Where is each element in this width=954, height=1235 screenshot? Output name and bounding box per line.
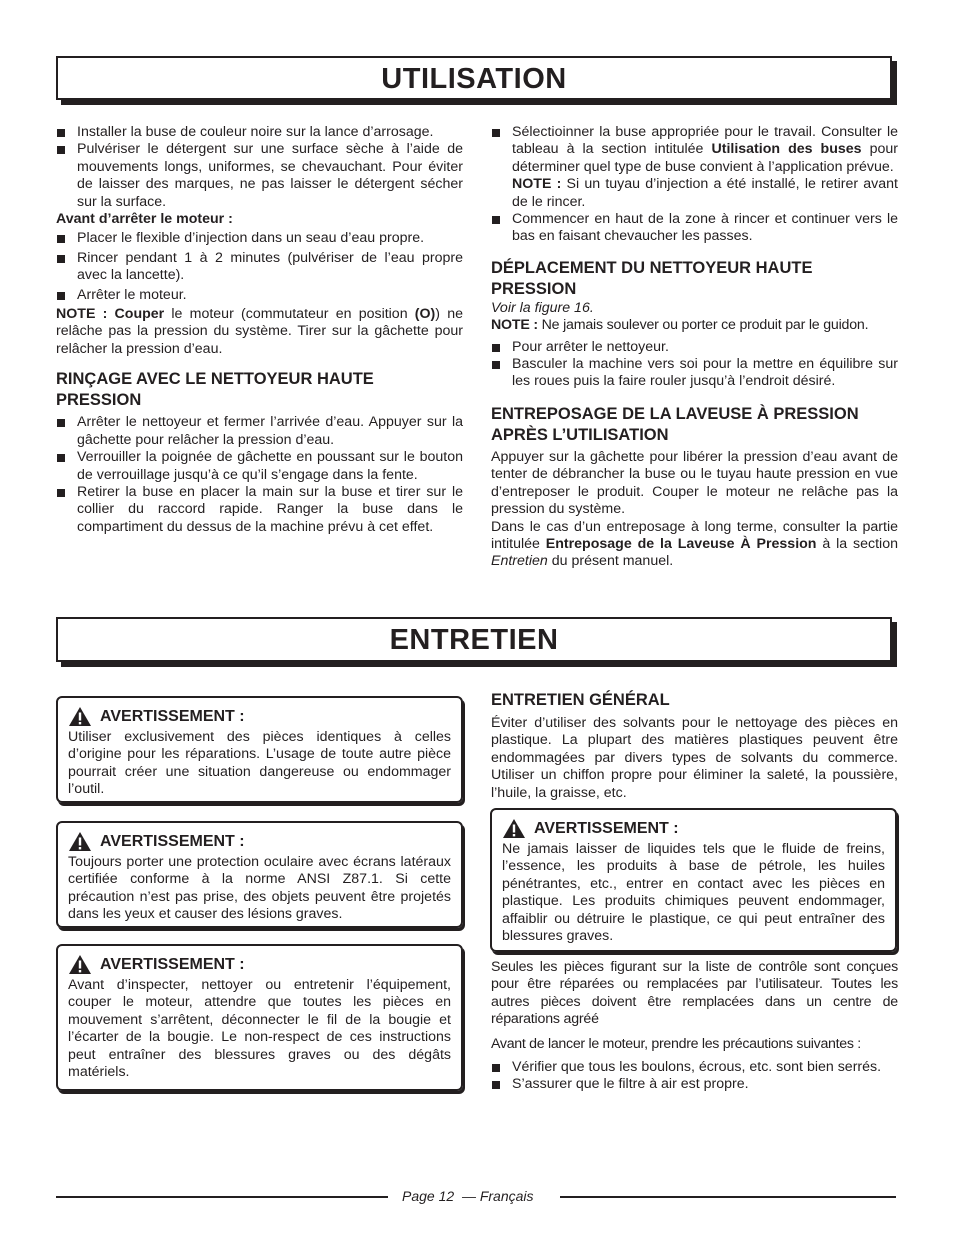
warning-label: AVERTISSEMENT : [100,707,245,725]
page-footer [56,1187,896,1207]
storage-text: à la section [816,535,898,552]
list-item: Arrêter le nettoyeur et fermer l’arrivée d’eau. Appuyer sur la gâchette pour relâcher la pression d’eau. [56,414,463,449]
footer-rule-left [56,1196,388,1198]
move-steps [491,339,898,391]
general-paragraph: Éviter d’utiliser des solvants pour le nettoyage des pièces en plastique. La plupart des matières plastiques peuvent être endommagées par divers types de solvants du commerce. Utiliser un chiffon propre pour éliminer la saleté, la poussière, l’huile, la graisse, etc. [491,715,898,801]
list-item: S’assurer que le filtre à air est propre. [491,1076,898,1093]
list-item: Installer la buse de couleur noire sur la lance d’arrosage. [56,124,463,141]
nozzle-section-ref: Utilisation des buses [711,141,862,158]
storage-text: du présent manuel. [547,553,674,570]
nozzle-steps [491,124,898,246]
note-text: le moteur (commutateur en position [164,306,415,323]
utilisation-right-column [491,124,898,571]
pre-start-checks [491,1059,898,1094]
note-label: NOTE : [491,317,538,334]
before-stop-steps [56,230,463,304]
note-text: Ne jamais soulever ou porter ce produit par le guidon. [537,317,869,334]
page-number: Page 12 [402,1188,455,1204]
warning-triangle-icon [68,954,92,975]
warning-label: AVERTISSEMENT : [534,819,679,837]
list-item: Verrouiller la poignée de gâchette en poussant sur le bouton de verrouillage jusqu’à ce qu’il s’engage dans la fente. [56,449,463,484]
warning-header [68,831,451,852]
list-item: Commencer en haut de la zone à rincer et continuer vers le bas en faisant chevaucher les passes. [491,211,898,246]
warning-label: AVERTISSEMENT : [100,832,245,850]
footer-rule-right [560,1196,896,1198]
move-heading: DÉPLACEMENT DU NETTOYEUR HAUTE PRESSION [491,258,813,298]
warning-box [56,821,463,928]
list-item: Pulvériser le détergent sur une surface sèche à l’aide de mouvements longs, uniformes, se chevauchant. Pour éviter de laisser des marques, ne pas laisser le détergent sécher sur la surface. [56,141,463,211]
utilisation-left-column [56,124,463,536]
warning-box [490,808,897,952]
warning-header [68,954,451,975]
warning-triangle-icon [502,818,526,839]
rinse-steps [56,414,463,536]
entretien-general-bottom [491,959,898,1094]
list-item: Pour arrêter le nettoyeur. [491,339,898,356]
storage-paragraph: Appuyer sur la gâchette pour libérer la pression d’eau avant de tenter de débrancher la buse ou le tuyau haute pression en vue d’entreposer le produit. Couper le moteur ne relâche pas la pression du système. [491,448,898,518]
detergent-steps [56,124,463,211]
warning-triangle-icon [68,706,92,727]
move-note [491,317,898,334]
warning-header [68,706,451,727]
utilisation-title: UTILISATION [381,63,567,95]
storage-section-ref: Entreposage de la Laveuse À Pression [545,535,817,552]
warning-header [502,818,885,839]
footer-text [402,1188,534,1204]
list-item: Vérifier que tous les boulons, écrous, etc. sont bien serrés. [491,1059,898,1076]
nozzle-text: pour déterminer quel type de buse convient à l’application prévue. [512,141,899,175]
entretien-general-top [491,690,898,802]
warning-text: Utiliser exclusivement des pièces identiques à celles d’origine pour les réparations. L’usage de toute autre pièce pourrait créer une situation dangereuse ou endommager l’outil. [68,729,451,798]
note-text: Si un tuyau d’injection a été installé, le retirer avant de le rincer. [512,176,899,210]
list-item [491,124,898,211]
note-label: NOTE : Couper [56,306,165,323]
list-item: Basculer la machine vers soi pour la mettre en équilibre sur les roues puis la faire rouler jusqu’à l’endroit désiré. [491,356,898,391]
utilisation-banner [56,56,892,100]
storage-paragraph [491,519,898,571]
warning-box [56,944,463,1091]
general-heading: ENTRETIEN GÉNÉRAL [491,691,670,709]
nozzle-text: Sélectioinner la buse appropriée pour le travail. Consulter le tableau à la section intitulée [512,124,898,158]
general-paragraph: Seules les pièces figurant sur la liste de contrôle sont conçues pour être réparées ou remplacées par l’utilisateur. Toutes les autres pièces doivent être remplacées dans un centre de réparations agréé [491,959,898,1028]
storage-heading: ENTREPOSAGE DE LA LAVEUSE À PRESSION APRÈS L’UTILISATION [491,404,859,444]
list-item: Rincer pendant 1 à 2 minutes (pulvériser de l’eau propre avec la lancette). [56,250,463,285]
list-item: Arrêter le moteur. [56,287,463,304]
before-stop-label: Avant d’arrêter le moteur : [56,211,233,228]
storage-text: Dans le cas d’un entreposage à long terme, consulter la partie intitulée [491,518,898,552]
entretien-title: ENTRETIEN [389,624,559,656]
list-item: Retirer la buse en placer la main sur la buse et tirer sur le collier du raccord rapide. Ranger la buse dans le compartiment du dessus de la machine prévu à cet effet. [56,484,463,536]
note-switch-position: (O) [414,306,436,323]
warning-triangle-icon [68,831,92,852]
engine-note [56,306,463,358]
entretien-banner [56,617,892,662]
warning-text: Toujours porter une protection oculaire avec écrans latéraux certifiée conforme à la norme ANSI Z87.1. Si cette précaution n’est pas prise, des objets peuvent être projetés dans les yeux et causer des lésions graves. [68,854,451,923]
note-label: NOTE : [512,176,562,193]
warning-text: Ne jamais laisser de liquides tels que le fluide de freins, l’essence, les produits à base de pétrole, les huiles pénétrantes, etc., entrer en contact avec les pièces en plastique. Les produits chimiques peuvent endommager, affaiblir ou détruire le plastique, ce qui peut entraîner des blessures graves. [502,841,885,945]
language-label: — Français [461,1188,534,1204]
move-see-figure: Voir la figure 16. [491,299,594,316]
list-item: Placer le flexible d’injection dans un seau d’eau propre. [56,230,463,247]
warning-box [56,696,463,803]
note-text: ) ne relâche pas la pression du système. Tirer sur la gâchette pour relâcher la pression d’eau. [56,306,464,357]
warning-label: AVERTISSEMENT : [100,955,245,973]
general-paragraph: Avant de lancer le moteur, prendre les précautions suivantes : [491,1035,861,1052]
warning-text: Avant d’inspecter, nettoyer ou entretenir l’équipement, couper le moteur, attendre que toutes les pièces en mouvement s’arrêtent, déconnecter le fil de la bougie et l’écarter de la bougie. Le non-respect de ces instructions peut entraîner des blessures graves ou des dégâts matériels. [68,977,451,1081]
rinse-heading: RINÇAGE AVEC LE NETTOYEUR HAUTE PRESSION [56,370,374,410]
storage-section-name: Entretien [491,553,548,570]
